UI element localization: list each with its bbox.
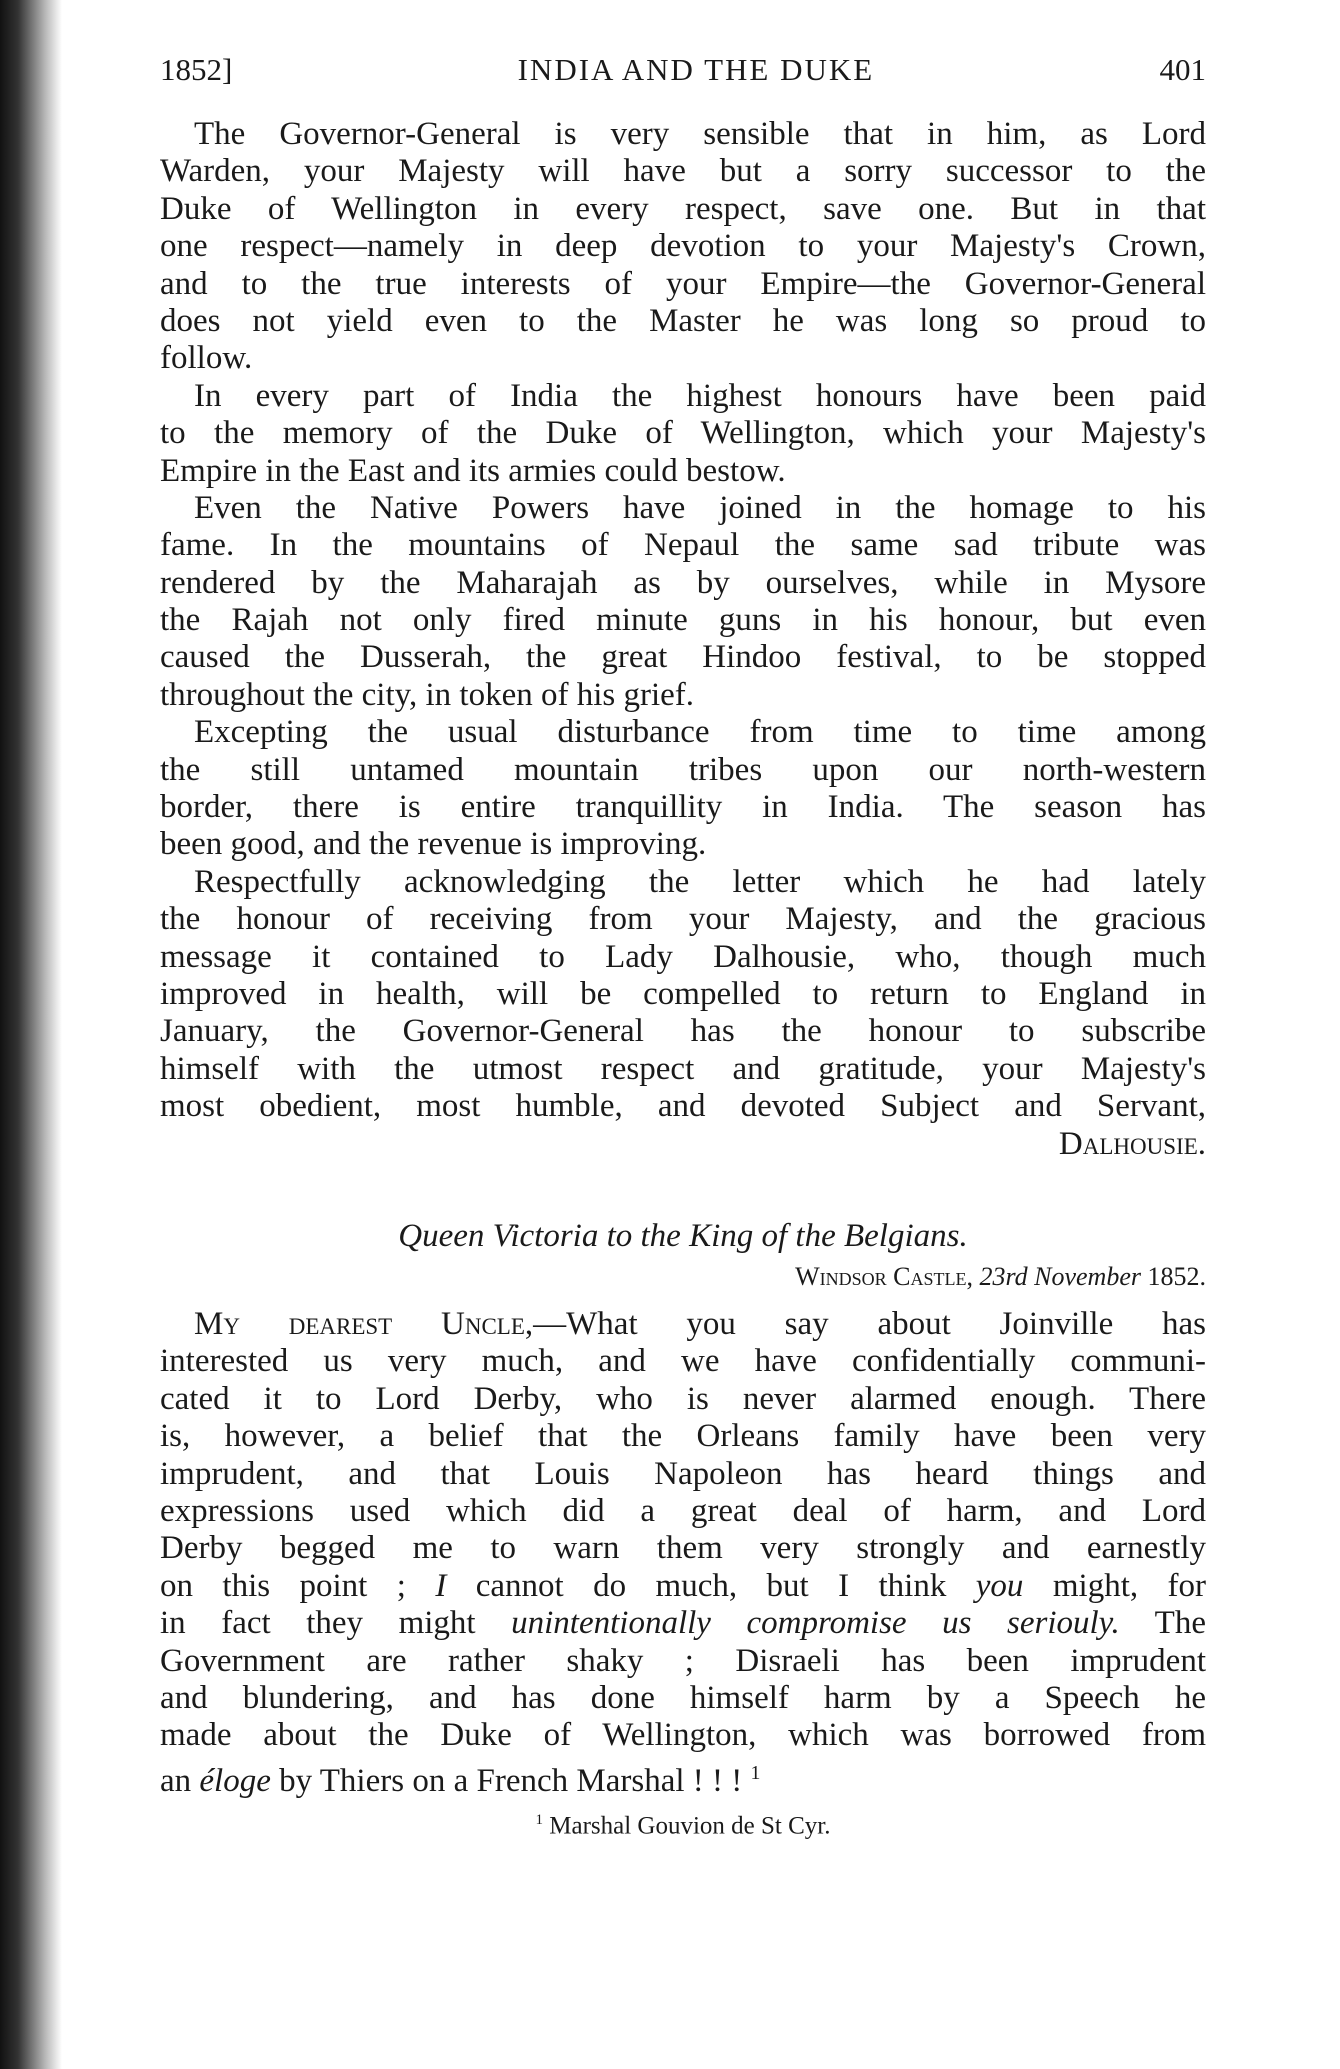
text-line (160, 1717, 1206, 1754)
text-line (160, 116, 1206, 153)
text-line (160, 1605, 1206, 1642)
text-segment: cated it to Lord Derby, who is never alarmed enough. There (160, 1380, 1206, 1417)
text-line (160, 1088, 1206, 1125)
text-line (160, 677, 1206, 714)
text-segment: made about the Duke of Wellington, which was borrowed from (160, 1717, 1206, 1754)
text-segment: an (160, 1762, 200, 1799)
text-line (160, 714, 1206, 751)
page-number: 401 (1159, 52, 1206, 87)
dateline-year: 1852. (1141, 1262, 1206, 1291)
text-segment: most obedient, most humble, and devoted Subject and Servant, (160, 1088, 1206, 1125)
text-segment: interested us very much, and we have confidentially communi- (160, 1343, 1206, 1380)
text-segment: Derby begged me to warn them very strongly and earnestly (160, 1530, 1206, 1567)
text-segment: himself with the utmost respect and gratitude, your Majesty's (160, 1050, 1206, 1087)
text-line (160, 752, 1206, 789)
text-line (160, 602, 1206, 639)
text-segment: cannot do much, but I think (446, 1567, 976, 1604)
text-segment: caused the Dusserah, the great Hindoo festival, to be stopped (160, 639, 1206, 676)
text-line (160, 228, 1206, 265)
running-header (160, 52, 1206, 92)
text-line (160, 1568, 1206, 1605)
text-line (160, 1530, 1206, 1567)
text-line (160, 1418, 1206, 1455)
text-segment: on this point ; (160, 1567, 436, 1604)
text-segment: Duke of Wellington in every respect, save one. But in that (160, 190, 1206, 227)
text-segment: to the memory of the Duke of Wellington, which your Majesty's (160, 415, 1206, 452)
text-line (160, 453, 1206, 490)
text-line (160, 1051, 1206, 1088)
text-segment: rendered by the Maharajah as by ourselves, while in Mysore (160, 564, 1206, 601)
text-segment: is, however, a belief that the Orleans family have been very (160, 1418, 1206, 1455)
text-line (160, 490, 1206, 527)
text-segment: does not yield even to the Master he was long so proud to (160, 302, 1206, 339)
letter-heading: Queen Victoria to the King of the Belgians. (398, 1218, 968, 1254)
text-line (160, 527, 1206, 564)
letter-dateline (160, 1262, 1206, 1292)
text-line (160, 1126, 1206, 1163)
text-segment: My dearest Uncle, (194, 1306, 534, 1342)
text-line (160, 1306, 1206, 1343)
text-segment: been good, and the revenue is improving. (160, 826, 707, 863)
text-segment: January, the Governor-General has the honour to subscribe (160, 1013, 1206, 1050)
text-segment: message it contained to Lady Dalhousie, who, though much (160, 938, 1206, 975)
queen-victoria-letter-text (160, 1306, 1207, 1799)
text-line (160, 303, 1206, 340)
text-segment: follow. (160, 340, 253, 377)
text-segment: improved in health, will be compelled to return to England in (160, 975, 1206, 1012)
text-line (160, 1493, 1206, 1530)
text-segment: border, there is entire tranquillity in India. The season has (160, 789, 1206, 826)
header-year: 1852] (160, 52, 233, 87)
text-line (160, 153, 1206, 190)
dateline-date: 23rd November (979, 1262, 1141, 1291)
footnote-marker: 1 (535, 1812, 543, 1828)
text-segment: In every part of India the highest honours have been paid (194, 377, 1206, 414)
dateline-place: Windsor Castle, (795, 1262, 973, 1291)
text-segment: and to the true interests of your Empire—the Governor-General (160, 265, 1206, 302)
text-segment: throughout the city, in token of his grief. (160, 676, 695, 713)
text-line (160, 565, 1206, 602)
text-line (160, 266, 1206, 303)
book-binding-edge (0, 0, 62, 2069)
text-segment: in fact they might (160, 1605, 512, 1642)
text-segment: and blundering, and has done himself harm by a Speech he (160, 1679, 1206, 1716)
text-line (160, 639, 1206, 676)
text-line (160, 1343, 1206, 1380)
footnote (160, 1812, 1206, 1840)
text-segment: by Thiers on a French Marshal ! ! ! (270, 1762, 751, 1799)
text-line (160, 191, 1206, 228)
text-segment: The Governor-General is very sensible that in him, as Lord (194, 116, 1206, 152)
text-segment: the Rajah not only fired minute guns in his honour, but even (160, 602, 1206, 639)
text-line (160, 1013, 1206, 1050)
text-line (160, 378, 1206, 415)
footnote-text: Marshal Gouvion de St Cyr. (543, 1812, 831, 1840)
text-segment: I (435, 1567, 447, 1604)
text-line (160, 864, 1206, 901)
text-line (160, 939, 1206, 976)
text-segment: The (1119, 1605, 1206, 1642)
text-segment: unintentionally compromise us seriouly. (511, 1605, 1120, 1642)
text-line (160, 340, 1206, 377)
text-segment: imprudent, and that Louis Napoleon has heard things and (160, 1455, 1206, 1492)
text-segment: fame. In the mountains of Nepaul the same sad tribute was (160, 527, 1206, 564)
text-segment: Empire in the East and its armies could bestow. (160, 452, 786, 489)
text-line (160, 1680, 1206, 1717)
text-segment: Dalhousie. (1058, 1125, 1206, 1162)
text-line (160, 1381, 1206, 1418)
header-title: INDIA AND THE DUKE (517, 52, 875, 87)
text-segment: might, for (1023, 1567, 1207, 1604)
text-segment: the honour of receiving from your Majesty, and the gracious (160, 901, 1206, 938)
text-line (160, 1755, 1206, 1799)
text-segment: Government are rather shaky ; Disraeli has been imprudent (160, 1642, 1206, 1679)
text-segment: Excepting the usual disturbance from time to time among (194, 714, 1206, 751)
text-segment: —What you say about Joinville has (533, 1306, 1206, 1342)
text-segment: the still untamed mountain tribes upon our north-western (160, 751, 1206, 788)
text-line (160, 415, 1206, 452)
text-segment: Warden, your Majesty will have but a sorry successor to the (160, 153, 1206, 190)
text-line (160, 789, 1206, 826)
text-segment: expressions used which did a great deal of harm, and Lord (160, 1492, 1206, 1529)
text-line (160, 826, 1206, 863)
text-segment: éloge (199, 1762, 271, 1799)
text-segment: you (975, 1567, 1024, 1604)
text-segment: Respectfully acknowledging the letter which he had lately (194, 863, 1206, 900)
text-segment: Even the Native Powers have joined in the homage to his (194, 489, 1206, 526)
text-line (160, 1456, 1206, 1493)
text-line (160, 976, 1206, 1013)
text-line (160, 1643, 1206, 1680)
footnote-reference: 1 (750, 1761, 761, 1784)
dalhousie-letter-text (160, 116, 1206, 1163)
text-line (160, 901, 1206, 938)
text-segment: one respect—namely in deep devotion to your Majesty's Crown, (160, 228, 1206, 265)
